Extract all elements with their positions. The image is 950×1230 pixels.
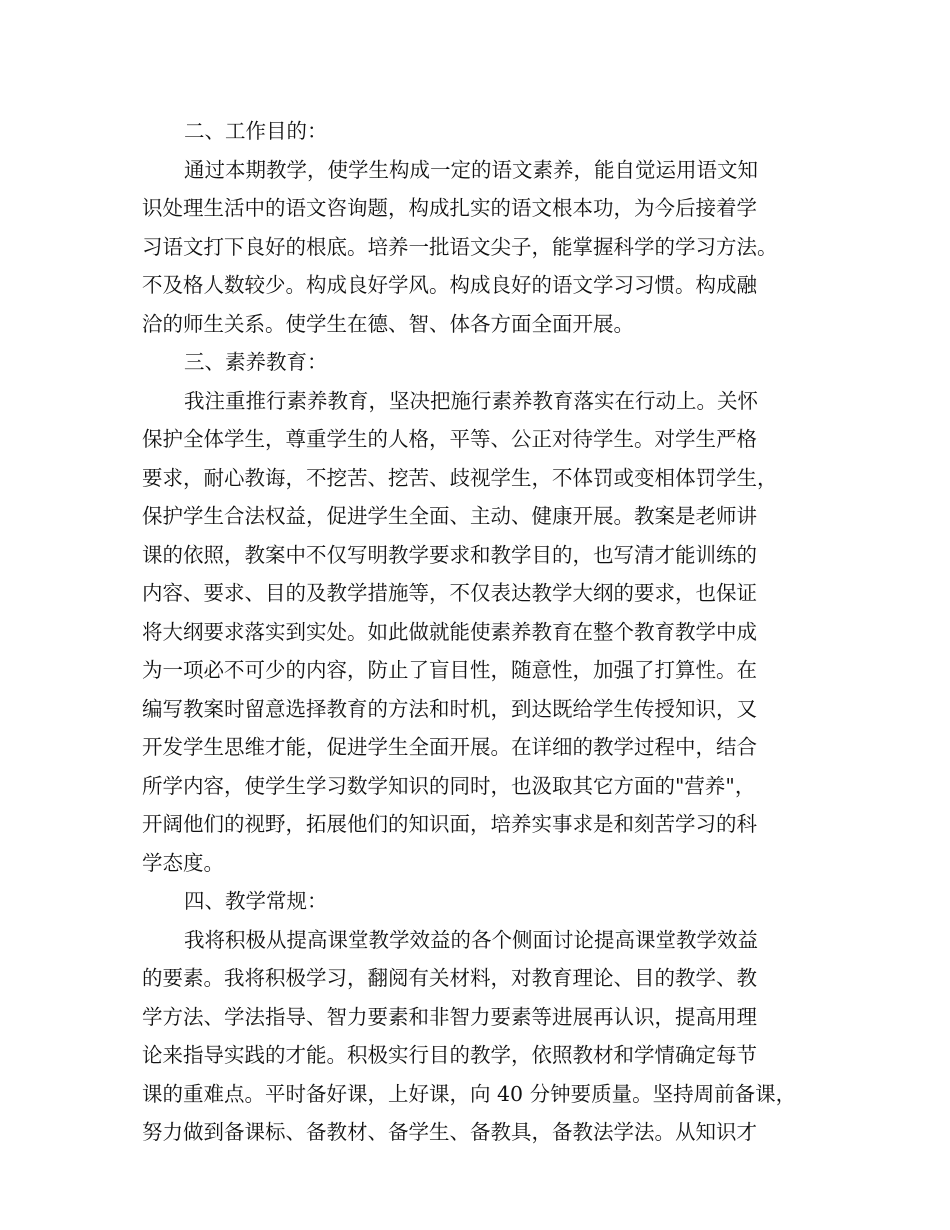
- section-heading: 四、教学常规：: [184, 889, 328, 913]
- body-text-line: 洽的师生关系。使学生在德、智、体各方面全面开展。: [142, 311, 634, 336]
- body-text-line: 课的依照，教案中不仅写明教学要求和教学目的，也写清才能训练的: [142, 542, 757, 567]
- body-text-line: 学态度。: [142, 850, 224, 875]
- body-text-line: 要求，耐心教诲，不挖苦、挖苦、歧视学生，不体罚或变相体罚学生，: [142, 465, 778, 490]
- body-text-line: 我将积极从提高课堂教学效益的各个侧面讨论提高课堂教学效益: [184, 927, 758, 952]
- body-text-line: 努力做到备课标、备教材、备学生、备教具，备教法学法。从知识才: [142, 1120, 757, 1144]
- body-text-line: 开发学生思维才能，促进学生全面开展。在详细的教学过程中，结合: [142, 735, 757, 759]
- body-text-line: 内容、要求、目的及教学措施等，不仅表达教学大纲的要求，也保证: [142, 581, 757, 605]
- body-text-line: 为一项必不可少的内容，防止了盲目性，随意性，加强了打算性。在: [142, 658, 757, 682]
- body-text-line: 编写教案时留意选择教育的方法和时机，到达既给学生传授知识，又: [142, 696, 757, 721]
- body-text-line: 不及格人数较少。构成良好学风。构成良好的语文学习习惯。构成融: [142, 273, 757, 297]
- body-text-line: 保护全体学生，尊重学生的人格，平等、公正对待学生。对学生严格: [142, 427, 757, 451]
- section-heading: 三、素养教育：: [184, 350, 328, 374]
- body-text-line: 将大纲要求落实到实处。如此做就能使素养教育在整个教育教学中成: [142, 619, 757, 644]
- body-text-line: 我注重推行素养教育，坚决把施行素养教育落实在行动上。关怀: [184, 388, 758, 413]
- body-text-line: 开阔他们的视野，拓展他们的知识面，培养实事求是和刻苦学习的科: [142, 812, 757, 836]
- body-text-line: 通过本期教学，使学生构成一定的语文素养，能自觉运用语文知: [184, 157, 758, 182]
- section-heading: 二、工作目的：: [184, 119, 328, 143]
- body-text-line: 所学内容，使学生学习数学知识的同时，也汲取其它方面的"营养"，: [142, 773, 756, 798]
- body-text-line: 识处理生活中的语文咨询题，构成扎实的语文根本功，为今后接着学: [142, 196, 757, 220]
- body-text-line: 的要素。我将积极学习，翻阅有关材料，对教育理论、目的教学、教: [142, 966, 757, 990]
- document-body: [142, 112, 812, 1152]
- body-text-line: 习语文打下良好的根底。培养一批语文尖子，能掌握科学的学习方法。: [142, 234, 778, 259]
- body-text-line: 学方法、学法指导、智力要素和非智力要素等进展再认识，提高用理: [142, 1004, 757, 1029]
- body-text-line: 论来指导实践的才能。积极实行目的教学，依照教材和学情确定每节: [142, 1043, 757, 1067]
- body-text-line: 保护学生合法权益，促进学生全面、主动、健康开展。教案是老师讲: [142, 504, 757, 528]
- body-text-line: 课的重难点。平时备好课，上好课，向 40 分钟要质量。坚持周前备课，: [142, 1081, 797, 1106]
